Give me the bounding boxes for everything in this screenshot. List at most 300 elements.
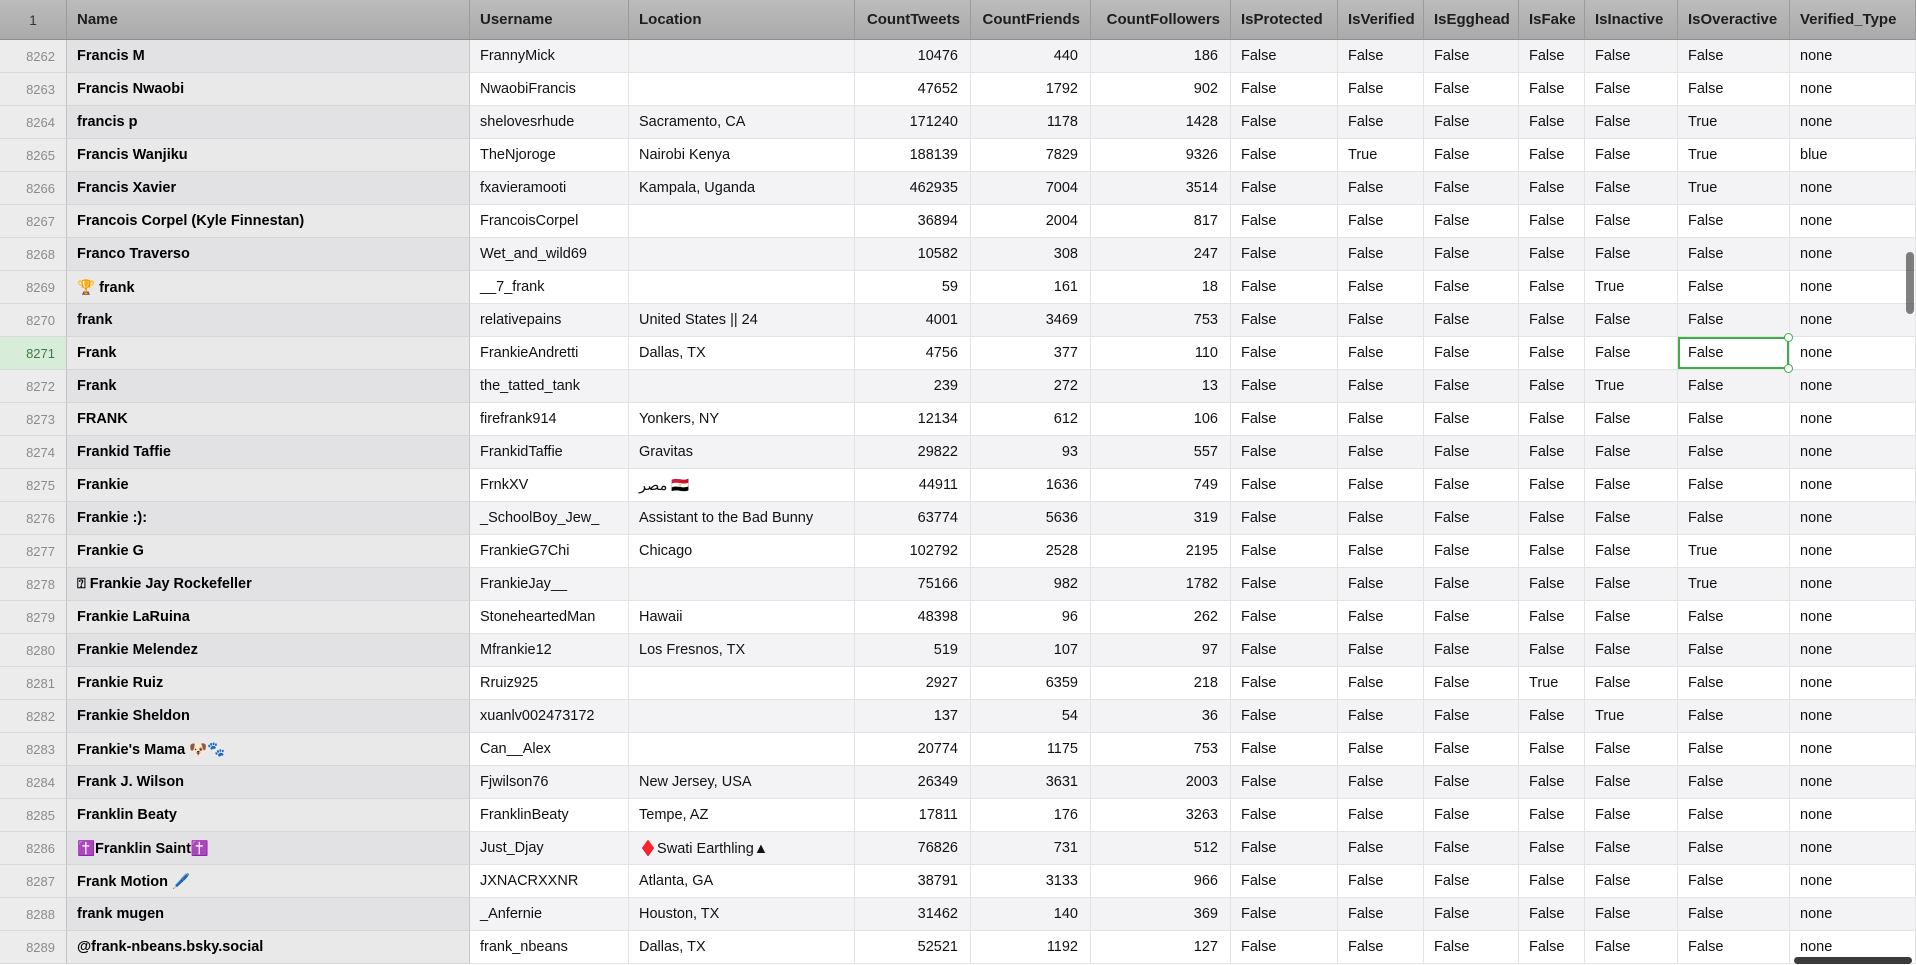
cell-egghead[interactable]: False [1424, 436, 1519, 469]
cell-location[interactable]: United States || 24 [629, 304, 855, 337]
cell-friends[interactable]: 1192 [971, 931, 1091, 964]
row-number[interactable]: 8269 [0, 271, 67, 304]
cell-protected[interactable]: False [1231, 733, 1338, 766]
cell-vtype[interactable]: none [1790, 469, 1916, 502]
cell-followers[interactable]: 753 [1091, 304, 1231, 337]
cell-protected[interactable]: False [1231, 898, 1338, 931]
cell-username[interactable]: FrannyMick [470, 40, 629, 73]
cell-friends[interactable]: 2528 [971, 535, 1091, 568]
vertical-scrollbar-thumb[interactable] [1906, 252, 1914, 314]
row-number[interactable]: 8278 [0, 568, 67, 601]
cell-overactive[interactable]: False [1678, 799, 1790, 832]
column-header-overactive[interactable]: IsOveractive [1678, 0, 1790, 40]
cell-egghead[interactable]: False [1424, 865, 1519, 898]
row-number[interactable]: 8264 [0, 106, 67, 139]
cell-verified[interactable]: False [1338, 205, 1424, 238]
cell-friends[interactable]: 3469 [971, 304, 1091, 337]
cell-username[interactable]: FrankidTaffie [470, 436, 629, 469]
cell-name[interactable]: Frank J. Wilson [67, 766, 470, 799]
cell-location[interactable] [629, 205, 855, 238]
cell-fake[interactable]: False [1519, 601, 1585, 634]
cell-overactive[interactable]: True [1678, 139, 1790, 172]
cell-egghead[interactable]: False [1424, 172, 1519, 205]
cell-location[interactable]: New Jersey, USA [629, 766, 855, 799]
cell-followers[interactable]: 753 [1091, 733, 1231, 766]
cell-followers[interactable]: 106 [1091, 403, 1231, 436]
row-number[interactable]: 8284 [0, 766, 67, 799]
cell-inactive[interactable]: False [1585, 304, 1678, 337]
cell-verified[interactable]: False [1338, 733, 1424, 766]
cell-friends[interactable]: 96 [971, 601, 1091, 634]
row-number[interactable]: 8266 [0, 172, 67, 205]
cell-tweets[interactable]: 102792 [855, 535, 971, 568]
cell-protected[interactable]: False [1231, 370, 1338, 403]
cell-username[interactable]: frank_nbeans [470, 931, 629, 964]
selected-cell-overactive[interactable]: False [1678, 337, 1790, 370]
cell-protected[interactable]: False [1231, 634, 1338, 667]
cell-fake[interactable]: False [1519, 733, 1585, 766]
cell-location[interactable]: Hawaii [629, 601, 855, 634]
cell-friends[interactable]: 93 [971, 436, 1091, 469]
cell-location[interactable] [629, 40, 855, 73]
cell-inactive[interactable]: False [1585, 205, 1678, 238]
cell-followers[interactable]: 2195 [1091, 535, 1231, 568]
cell-vtype[interactable]: none [1790, 634, 1916, 667]
cell-location[interactable]: Tempe, AZ [629, 799, 855, 832]
cell-followers[interactable]: 18 [1091, 271, 1231, 304]
cell-vtype[interactable]: none [1790, 106, 1916, 139]
column-header-vtype[interactable]: Verified_Type [1790, 0, 1916, 40]
cell-followers[interactable]: 512 [1091, 832, 1231, 865]
cell-username[interactable]: the_tatted_tank [470, 370, 629, 403]
cell-followers[interactable]: 2003 [1091, 766, 1231, 799]
cell-followers[interactable]: 557 [1091, 436, 1231, 469]
cell-protected[interactable]: False [1231, 139, 1338, 172]
cell-username[interactable]: xuanlv002473172 [470, 700, 629, 733]
row-number[interactable]: 8286 [0, 832, 67, 865]
cell-friends[interactable]: 1175 [971, 733, 1091, 766]
cell-fake[interactable]: False [1519, 40, 1585, 73]
cell-protected[interactable]: False [1231, 172, 1338, 205]
cell-fake[interactable]: False [1519, 172, 1585, 205]
cell-name[interactable]: Frankie LaRuina [67, 601, 470, 634]
cell-inactive[interactable]: False [1585, 766, 1678, 799]
cell-tweets[interactable]: 47652 [855, 73, 971, 106]
cell-verified[interactable]: False [1338, 469, 1424, 502]
cell-fake[interactable]: False [1519, 271, 1585, 304]
cell-tweets[interactable]: 20774 [855, 733, 971, 766]
cell-friends[interactable]: 7004 [971, 172, 1091, 205]
cell-name[interactable]: Francis Nwaobi [67, 73, 470, 106]
row-number[interactable]: 8285 [0, 799, 67, 832]
column-header-egghead[interactable]: IsEgghead [1424, 0, 1519, 40]
cell-vtype[interactable]: none [1790, 601, 1916, 634]
cell-fake[interactable]: False [1519, 700, 1585, 733]
cell-username[interactable]: fxavieramooti [470, 172, 629, 205]
cell-protected[interactable]: False [1231, 436, 1338, 469]
cell-verified[interactable]: False [1338, 502, 1424, 535]
cell-inactive[interactable]: True [1585, 700, 1678, 733]
cell-inactive[interactable]: False [1585, 898, 1678, 931]
cell-protected[interactable]: False [1231, 271, 1338, 304]
column-header-followers[interactable]: CountFollowers [1091, 0, 1231, 40]
cell-inactive[interactable]: False [1585, 139, 1678, 172]
cell-overactive[interactable]: True [1678, 106, 1790, 139]
cell-friends[interactable]: 161 [971, 271, 1091, 304]
cell-friends[interactable]: 107 [971, 634, 1091, 667]
cell-overactive[interactable]: True [1678, 172, 1790, 205]
cell-followers[interactable]: 13 [1091, 370, 1231, 403]
cell-inactive[interactable]: False [1585, 337, 1678, 370]
cell-fake[interactable]: False [1519, 436, 1585, 469]
cell-verified[interactable]: False [1338, 865, 1424, 898]
cell-name[interactable]: Francis M [67, 40, 470, 73]
cell-friends[interactable]: 272 [971, 370, 1091, 403]
cell-inactive[interactable]: False [1585, 667, 1678, 700]
cell-followers[interactable]: 817 [1091, 205, 1231, 238]
cell-tweets[interactable]: 10476 [855, 40, 971, 73]
cell-friends[interactable]: 1636 [971, 469, 1091, 502]
cell-protected[interactable]: False [1231, 535, 1338, 568]
cell-egghead[interactable]: False [1424, 403, 1519, 436]
cell-name[interactable]: Frankid Taffie [67, 436, 470, 469]
cell-tweets[interactable]: 4001 [855, 304, 971, 337]
cell-protected[interactable]: False [1231, 238, 1338, 271]
cell-friends[interactable]: 176 [971, 799, 1091, 832]
cell-followers[interactable]: 3263 [1091, 799, 1231, 832]
cell-protected[interactable]: False [1231, 799, 1338, 832]
cell-overactive[interactable]: False [1678, 403, 1790, 436]
cell-name[interactable]: Frankie :): [67, 502, 470, 535]
cell-protected[interactable]: False [1231, 601, 1338, 634]
cell-vtype[interactable]: none [1790, 73, 1916, 106]
cell-friends[interactable]: 2004 [971, 205, 1091, 238]
cell-friends[interactable]: 3631 [971, 766, 1091, 799]
cell-tweets[interactable]: 36894 [855, 205, 971, 238]
cell-location[interactable]: Assistant to the Bad Bunny [629, 502, 855, 535]
cell-vtype[interactable]: none [1790, 700, 1916, 733]
cell-egghead[interactable]: False [1424, 568, 1519, 601]
cell-followers[interactable]: 262 [1091, 601, 1231, 634]
cell-inactive[interactable]: False [1585, 106, 1678, 139]
cell-location[interactable]: Dallas, TX [629, 931, 855, 964]
cell-inactive[interactable]: False [1585, 40, 1678, 73]
cell-protected[interactable]: False [1231, 106, 1338, 139]
cell-vtype[interactable]: none [1790, 502, 1916, 535]
cell-egghead[interactable]: False [1424, 832, 1519, 865]
cell-vtype[interactable]: none [1790, 799, 1916, 832]
cell-friends[interactable]: 5636 [971, 502, 1091, 535]
cell-vtype[interactable]: none [1790, 733, 1916, 766]
cell-overactive[interactable]: False [1678, 40, 1790, 73]
cell-fake[interactable]: False [1519, 304, 1585, 337]
cell-egghead[interactable]: False [1424, 502, 1519, 535]
cell-followers[interactable]: 1782 [1091, 568, 1231, 601]
cell-overactive[interactable]: False [1678, 469, 1790, 502]
cell-egghead[interactable]: False [1424, 634, 1519, 667]
column-header-name[interactable]: Name [67, 0, 470, 40]
cell-vtype[interactable]: none [1790, 403, 1916, 436]
cell-protected[interactable]: False [1231, 865, 1338, 898]
cell-username[interactable]: shelovesrhude [470, 106, 629, 139]
cell-egghead[interactable]: False [1424, 40, 1519, 73]
cell-name[interactable]: Frankie [67, 469, 470, 502]
cell-name[interactable]: ⍰ Frankie Jay Rockefeller [67, 568, 470, 601]
cell-egghead[interactable]: False [1424, 931, 1519, 964]
cell-verified[interactable]: False [1338, 304, 1424, 337]
row-number[interactable]: 8280 [0, 634, 67, 667]
cell-location[interactable]: Gravitas [629, 436, 855, 469]
column-header-inactive[interactable]: IsInactive [1585, 0, 1678, 40]
cell-vtype[interactable]: none [1790, 271, 1916, 304]
cell-protected[interactable]: False [1231, 337, 1338, 370]
cell-tweets[interactable]: 48398 [855, 601, 971, 634]
cell-fake[interactable]: False [1519, 832, 1585, 865]
cell-verified[interactable]: False [1338, 370, 1424, 403]
cell-name[interactable]: Franco Traverso [67, 238, 470, 271]
cell-protected[interactable]: False [1231, 832, 1338, 865]
cell-username[interactable]: FrankieJay__ [470, 568, 629, 601]
cell-followers[interactable]: 97 [1091, 634, 1231, 667]
cell-verified[interactable]: False [1338, 766, 1424, 799]
cell-inactive[interactable]: False [1585, 535, 1678, 568]
cell-inactive[interactable]: False [1585, 865, 1678, 898]
cell-followers[interactable]: 3514 [1091, 172, 1231, 205]
cell-name[interactable]: frank mugen [67, 898, 470, 931]
cell-name[interactable]: Frankie Sheldon [67, 700, 470, 733]
cell-username[interactable]: Rruiz925 [470, 667, 629, 700]
cell-protected[interactable]: False [1231, 766, 1338, 799]
cell-verified[interactable]: False [1338, 403, 1424, 436]
cell-followers[interactable]: 966 [1091, 865, 1231, 898]
cell-fake[interactable]: False [1519, 469, 1585, 502]
row-number[interactable]: 8263 [0, 73, 67, 106]
cell-followers[interactable]: 186 [1091, 40, 1231, 73]
cell-vtype[interactable]: none [1790, 667, 1916, 700]
cell-location[interactable] [629, 700, 855, 733]
cell-protected[interactable]: False [1231, 667, 1338, 700]
cell-vtype[interactable]: none [1790, 865, 1916, 898]
row-number[interactable]: 8268 [0, 238, 67, 271]
cell-protected[interactable]: False [1231, 931, 1338, 964]
cell-tweets[interactable]: 44911 [855, 469, 971, 502]
cell-location[interactable]: Nairobi Kenya [629, 139, 855, 172]
cell-location[interactable] [629, 238, 855, 271]
cell-username[interactable]: Can__Alex [470, 733, 629, 766]
cell-tweets[interactable]: 462935 [855, 172, 971, 205]
cell-inactive[interactable]: False [1585, 403, 1678, 436]
cell-fake[interactable]: False [1519, 73, 1585, 106]
cell-username[interactable]: JXNACRXXNR [470, 865, 629, 898]
row-number[interactable]: 8276 [0, 502, 67, 535]
cell-fake[interactable]: False [1519, 205, 1585, 238]
cell-verified[interactable]: False [1338, 172, 1424, 205]
cell-followers[interactable]: 127 [1091, 931, 1231, 964]
cell-name[interactable]: Francois Corpel (Kyle Finnestan) [67, 205, 470, 238]
cell-verified[interactable]: True [1338, 139, 1424, 172]
cell-inactive[interactable]: False [1585, 436, 1678, 469]
cell-fake[interactable]: False [1519, 535, 1585, 568]
cell-verified[interactable]: False [1338, 667, 1424, 700]
cell-protected[interactable]: False [1231, 205, 1338, 238]
cell-location[interactable]: Houston, TX [629, 898, 855, 931]
cell-username[interactable]: relativepains [470, 304, 629, 337]
cell-name[interactable]: @frank-nbeans.bsky.social [67, 931, 470, 964]
cell-verified[interactable]: False [1338, 832, 1424, 865]
cell-inactive[interactable]: False [1585, 172, 1678, 205]
cell-name[interactable]: Frankie Melendez [67, 634, 470, 667]
cell-egghead[interactable]: False [1424, 766, 1519, 799]
cell-egghead[interactable]: False [1424, 469, 1519, 502]
cell-verified[interactable]: False [1338, 40, 1424, 73]
cell-inactive[interactable]: False [1585, 733, 1678, 766]
cell-vtype[interactable]: none [1790, 568, 1916, 601]
cell-location[interactable] [629, 73, 855, 106]
cell-inactive[interactable]: False [1585, 931, 1678, 964]
cell-egghead[interactable]: False [1424, 238, 1519, 271]
cell-overactive[interactable]: False [1678, 667, 1790, 700]
cell-location[interactable]: ♦️Swati Earthling▲ [629, 832, 855, 865]
cell-location[interactable]: Dallas, TX [629, 337, 855, 370]
cell-location[interactable] [629, 733, 855, 766]
cell-tweets[interactable]: 26349 [855, 766, 971, 799]
cell-location[interactable]: Los Fresnos, TX [629, 634, 855, 667]
cell-overactive[interactable]: False [1678, 634, 1790, 667]
horizontal-scrollbar-thumb[interactable] [1794, 957, 1912, 964]
cell-overactive[interactable]: False [1678, 733, 1790, 766]
cell-overactive[interactable]: True [1678, 568, 1790, 601]
cell-fake[interactable]: False [1519, 931, 1585, 964]
cell-overactive[interactable]: False [1678, 700, 1790, 733]
cell-verified[interactable]: False [1338, 799, 1424, 832]
cell-egghead[interactable]: False [1424, 667, 1519, 700]
cell-tweets[interactable]: 2927 [855, 667, 971, 700]
cell-verified[interactable]: False [1338, 700, 1424, 733]
cell-fake[interactable]: False [1519, 898, 1585, 931]
cell-friends[interactable]: 7829 [971, 139, 1091, 172]
cell-followers[interactable]: 110 [1091, 337, 1231, 370]
row-number[interactable]: 8271 [0, 337, 67, 370]
cell-tweets[interactable]: 239 [855, 370, 971, 403]
cell-name[interactable]: Frank [67, 370, 470, 403]
cell-name[interactable]: Frank Motion 🖊️ [67, 865, 470, 898]
row-number[interactable]: 8270 [0, 304, 67, 337]
cell-name[interactable]: frank [67, 304, 470, 337]
cell-verified[interactable]: False [1338, 601, 1424, 634]
cell-followers[interactable]: 369 [1091, 898, 1231, 931]
cell-friends[interactable]: 1178 [971, 106, 1091, 139]
cell-friends[interactable]: 731 [971, 832, 1091, 865]
cell-inactive[interactable]: True [1585, 370, 1678, 403]
cell-overactive[interactable]: False [1678, 73, 1790, 106]
cell-location[interactable]: مصر 🇪🇬 [629, 469, 855, 502]
cell-vtype[interactable]: none [1790, 205, 1916, 238]
cell-name[interactable]: Franklin Beaty [67, 799, 470, 832]
cell-tweets[interactable]: 171240 [855, 106, 971, 139]
cell-name[interactable]: Frank [67, 337, 470, 370]
cell-username[interactable]: FranklinBeaty [470, 799, 629, 832]
cell-verified[interactable]: False [1338, 634, 1424, 667]
cell-fake[interactable]: False [1519, 106, 1585, 139]
cell-egghead[interactable]: False [1424, 700, 1519, 733]
cell-protected[interactable]: False [1231, 469, 1338, 502]
cell-followers[interactable]: 1428 [1091, 106, 1231, 139]
cell-tweets[interactable]: 76826 [855, 832, 971, 865]
cell-egghead[interactable]: False [1424, 535, 1519, 568]
cell-location[interactable] [629, 271, 855, 304]
cell-friends[interactable]: 140 [971, 898, 1091, 931]
cell-name[interactable]: Francis Xavier [67, 172, 470, 205]
cell-followers[interactable]: 218 [1091, 667, 1231, 700]
cell-egghead[interactable]: False [1424, 139, 1519, 172]
cell-vtype[interactable]: none [1790, 370, 1916, 403]
cell-overactive[interactable]: False [1678, 370, 1790, 403]
cell-name[interactable]: Frankie's Mama 🐶🐾 [67, 733, 470, 766]
cell-username[interactable]: FrankieAndretti [470, 337, 629, 370]
cell-verified[interactable]: False [1338, 337, 1424, 370]
cell-inactive[interactable]: False [1585, 634, 1678, 667]
column-header-protected[interactable]: IsProtected [1231, 0, 1338, 40]
cell-egghead[interactable]: False [1424, 205, 1519, 238]
cell-verified[interactable]: False [1338, 73, 1424, 106]
cell-location[interactable] [629, 667, 855, 700]
cell-username[interactable]: Mfrankie12 [470, 634, 629, 667]
cell-location[interactable]: Kampala, Uganda [629, 172, 855, 205]
cell-overactive[interactable]: False [1678, 865, 1790, 898]
cell-friends[interactable]: 54 [971, 700, 1091, 733]
cell-egghead[interactable]: False [1424, 898, 1519, 931]
cell-vtype[interactable]: none [1790, 931, 1916, 964]
cell-tweets[interactable]: 63774 [855, 502, 971, 535]
cell-verified[interactable]: False [1338, 535, 1424, 568]
cell-location[interactable] [629, 370, 855, 403]
cell-overactive[interactable]: True [1678, 535, 1790, 568]
cell-tweets[interactable]: 188139 [855, 139, 971, 172]
cell-inactive[interactable]: False [1585, 73, 1678, 106]
cell-followers[interactable]: 9326 [1091, 139, 1231, 172]
cell-egghead[interactable]: False [1424, 601, 1519, 634]
cell-name[interactable]: francis p [67, 106, 470, 139]
cell-friends[interactable]: 377 [971, 337, 1091, 370]
cell-fake[interactable]: False [1519, 634, 1585, 667]
cell-protected[interactable]: False [1231, 568, 1338, 601]
cell-username[interactable]: _SchoolBoy_Jew_ [470, 502, 629, 535]
row-number[interactable]: 8282 [0, 700, 67, 733]
column-header-fake[interactable]: IsFake [1519, 0, 1585, 40]
cell-username[interactable]: __7_frank [470, 271, 629, 304]
row-number[interactable]: 8277 [0, 535, 67, 568]
cell-protected[interactable]: False [1231, 403, 1338, 436]
cell-fake[interactable]: False [1519, 766, 1585, 799]
column-header-friends[interactable]: CountFriends [971, 0, 1091, 40]
cell-egghead[interactable]: False [1424, 271, 1519, 304]
cell-fake[interactable]: False [1519, 337, 1585, 370]
cell-overactive[interactable]: False [1678, 205, 1790, 238]
cell-overactive[interactable]: False [1678, 436, 1790, 469]
column-header-tweets[interactable]: CountTweets [855, 0, 971, 40]
cell-friends[interactable]: 982 [971, 568, 1091, 601]
cell-name[interactable]: Frankie G [67, 535, 470, 568]
cell-overactive[interactable]: False [1678, 271, 1790, 304]
cell-fake[interactable]: False [1519, 403, 1585, 436]
cell-name[interactable]: ✝️Franklin Saint✝️ [67, 832, 470, 865]
cell-verified[interactable]: False [1338, 436, 1424, 469]
cell-protected[interactable]: False [1231, 40, 1338, 73]
cell-tweets[interactable]: 519 [855, 634, 971, 667]
column-header-username[interactable]: Username [470, 0, 629, 40]
cell-egghead[interactable]: False [1424, 733, 1519, 766]
cell-vtype[interactable]: none [1790, 337, 1916, 370]
